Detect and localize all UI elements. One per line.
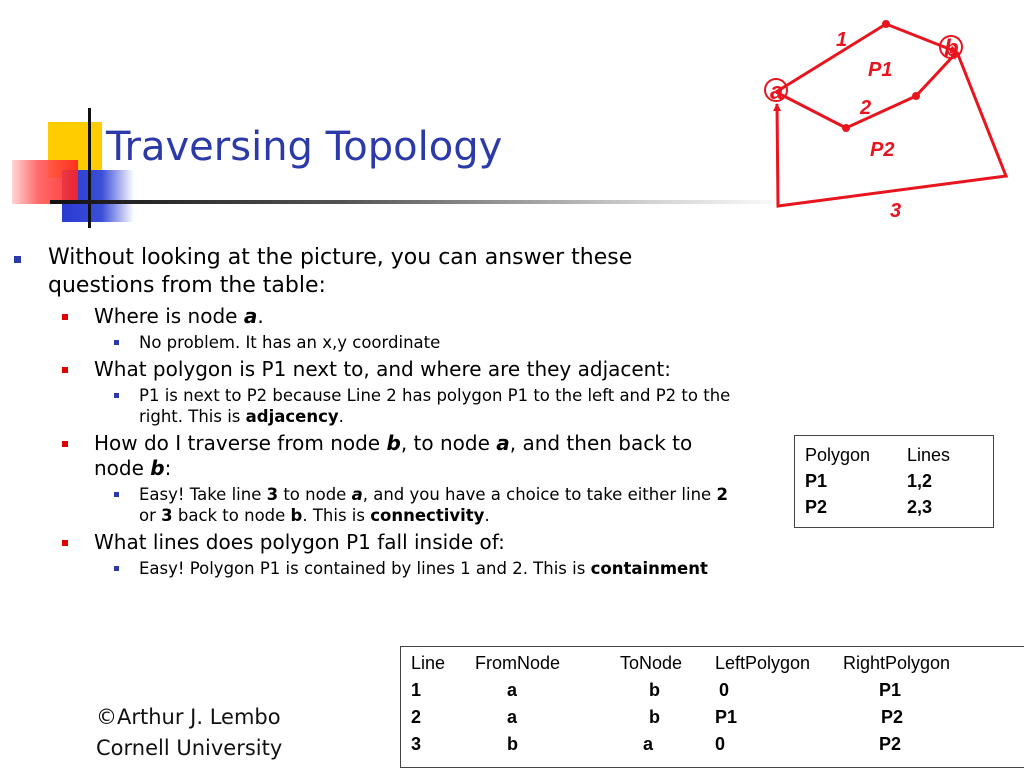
header-line: Line: [411, 653, 446, 673]
header-tonode: ToNode: [620, 653, 683, 673]
vertex-dot: [912, 92, 920, 100]
question-containment: [12, 530, 732, 555]
node-ref: b: [150, 456, 165, 480]
bullet-square-icon: [114, 340, 119, 345]
node-ref: a: [351, 485, 363, 504]
table-row: [411, 734, 1024, 761]
question-text: What lines does polygon P1 fall inside of:: [94, 530, 505, 554]
answer-text: , and you have a choice to take either line: [362, 485, 717, 504]
bullet-level1: [12, 244, 732, 300]
footer-author: ©Arthur J. Lembo: [96, 705, 281, 729]
cell-polygon: P1: [805, 471, 828, 491]
cell-tonode: a: [643, 734, 654, 754]
table-row: [411, 680, 1024, 707]
cell-lines: 1,2: [907, 471, 933, 491]
cell-line: 3: [411, 734, 422, 754]
table-header-row: [411, 653, 1024, 680]
question-text: .: [257, 304, 264, 328]
answer-text: .: [338, 407, 344, 426]
bullet-square-icon: [62, 314, 68, 320]
question-text: What polygon is P1 next to, and where are they adjacent:: [94, 357, 671, 381]
question-adjacency: [12, 357, 732, 382]
title-underline: [50, 200, 790, 204]
answer-text: P1 is next to P2 because Line 2 has polygon P1 to the left and P2 to the right. This is: [139, 386, 731, 426]
table-row: [805, 468, 993, 494]
cell-tonode: b: [649, 707, 660, 727]
bullet-square-icon: [62, 540, 68, 546]
node-ref: a: [496, 431, 510, 455]
bullet-square-icon: [114, 492, 119, 497]
cell-fromnode: b: [507, 734, 518, 754]
answer-text: Easy! Polygon P1 is contained by lines 1 and 2. This is: [139, 559, 591, 578]
answer-containment: [12, 558, 732, 579]
line-1-label: 1: [836, 29, 848, 51]
answer-text: or: [139, 506, 162, 525]
cell-rightpolygon: P2: [879, 734, 902, 754]
cell-fromnode: a: [507, 707, 518, 727]
node-ref: b: [290, 506, 303, 525]
answer-where-node: [12, 332, 732, 353]
header-rightpolygon: RightPolygon: [843, 653, 951, 673]
bullet-square-icon: [114, 566, 119, 571]
question-traverse: [12, 431, 732, 481]
cell-line: 2: [411, 707, 422, 727]
node-b-label: b: [944, 35, 959, 62]
node-a-label: a: [770, 78, 784, 105]
answer-text: .: [484, 506, 490, 525]
decor-red-square: [12, 160, 78, 204]
bullet-square-icon: [62, 367, 68, 373]
term-connectivity: connectivity: [370, 506, 485, 525]
topology-diagram: [740, 0, 1024, 230]
answer-text: Easy! Take line: [139, 485, 267, 504]
question-text: How do I traverse from node: [94, 431, 387, 455]
answer-text: . This is: [302, 506, 371, 525]
term-containment: containment: [590, 559, 708, 578]
answer-adjacency: [12, 385, 732, 427]
line-ref: 3: [161, 506, 173, 525]
question-text: Where is node: [94, 304, 244, 328]
header-leftpolygon: LeftPolygon: [715, 653, 811, 673]
term-adjacency: adjacency: [245, 407, 339, 426]
bullet-square-icon: [14, 256, 21, 263]
cell-lines: 2,3: [907, 497, 933, 517]
cell-leftpolygon: 0: [719, 680, 730, 700]
line-table: [400, 646, 1024, 768]
line-ref: 2: [716, 485, 728, 504]
line-2-label: 2: [860, 97, 872, 119]
question-text: :: [164, 456, 172, 480]
answer-text: to node: [278, 485, 352, 504]
question-where-node: [12, 304, 732, 329]
slide-title: Traversing Topology: [106, 124, 503, 170]
vertex-dot: [882, 20, 890, 28]
line-3-label: 3: [890, 200, 902, 222]
cell-rightpolygon: P1: [879, 680, 902, 700]
header-fromnode: FromNode: [475, 653, 561, 673]
cell-tonode: b: [649, 680, 660, 700]
table-row: [411, 707, 1024, 734]
footer-institution: Cornell University: [96, 736, 283, 760]
bullet-square-icon: [62, 441, 68, 447]
header-polygon: Polygon: [805, 445, 871, 465]
polygon-p2-label: P2: [870, 139, 895, 161]
question-text: , to node: [400, 431, 497, 455]
polygon-table: [794, 435, 994, 528]
node-ref: a: [243, 304, 258, 328]
line-ref: 3: [266, 485, 279, 504]
intro-text: Without looking at the picture, you can answer these questions from the table:: [48, 245, 633, 298]
cell-fromnode: a: [507, 680, 518, 700]
answer-traverse: [12, 484, 732, 526]
footer-credit: [96, 702, 282, 764]
cell-leftpolygon: P1: [715, 707, 738, 727]
cell-leftpolygon: 0: [715, 734, 726, 754]
table-header-row: [805, 442, 993, 468]
cell-rightpolygon: P2: [881, 707, 904, 727]
node-ref: b: [386, 431, 401, 455]
bullet-square-icon: [114, 393, 119, 398]
cell-line: 1: [411, 680, 422, 700]
table-row: [805, 494, 993, 520]
cell-polygon: P2: [805, 497, 828, 517]
question-text: , and then back to node: [94, 431, 693, 480]
bullet-list: [12, 244, 732, 579]
header-lines: Lines: [907, 445, 951, 465]
polygon-p1-label: P1: [868, 59, 893, 81]
decor-vertical-line: [88, 108, 91, 228]
vertex-dot: [842, 124, 850, 132]
answer-text: No problem. It has an x,y coordinate: [139, 333, 441, 352]
answer-text: back to node: [172, 506, 291, 525]
